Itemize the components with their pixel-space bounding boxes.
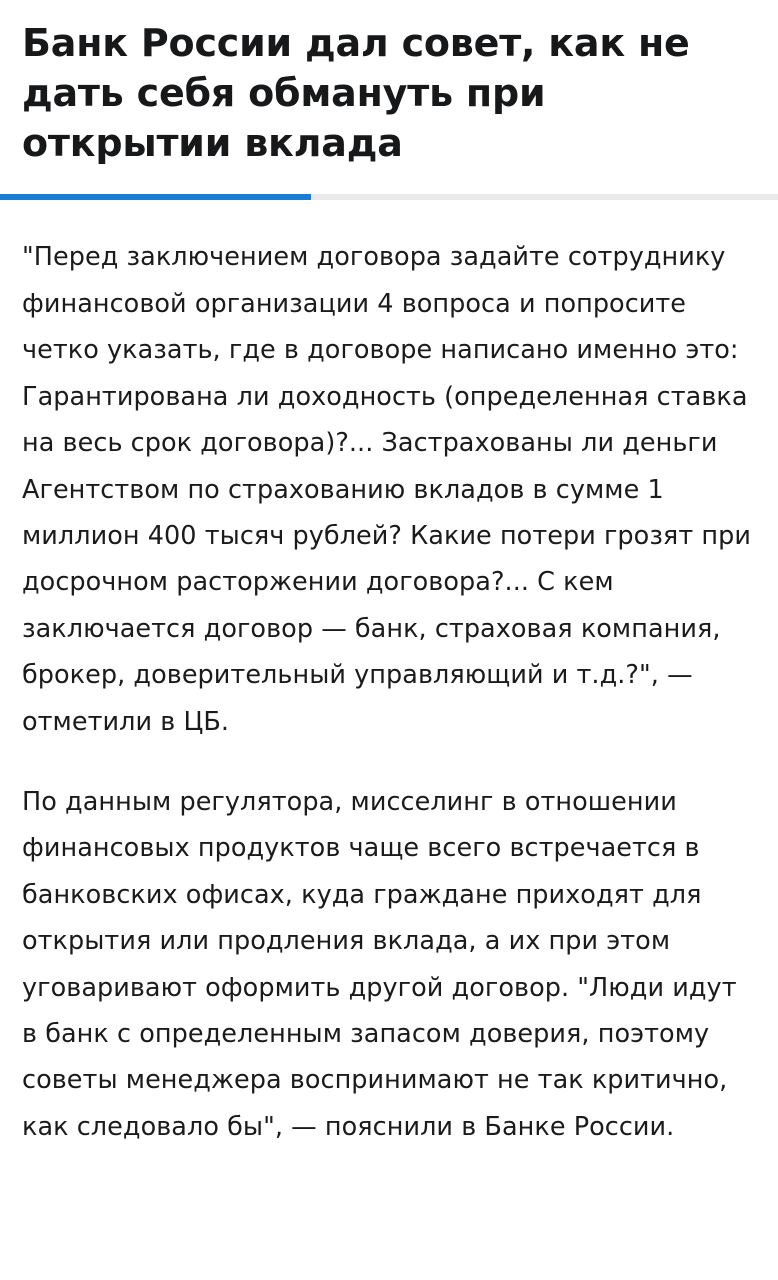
page-title: Банк России дал совет, как не дать себя обмануть при открытии вклада: [22, 21, 690, 166]
divider-accent-bar: [0, 194, 311, 200]
article-paragraph: По данным регулятора, мисселинг в отношении финансовых продуктов чаще всего встречается в банковских офисах, куда граждане приходят для открытия или продления вклада, а их при этом уговаривают оформить другой договор. "Люди идут в банк с определенным запасом доверия, поэтому советы менеджера воспринимают не так критично, как следовало бы", — пояснили в Банке России.: [22, 786, 737, 1142]
article-header: [0, 0, 778, 194]
article-paragraph: "Перед заключением договора задайте сотруднику финансовой организации 4 вопроса и попросите четко указать, где в договоре написано именно это: Гарантирована ли доходность (определенная ставка на весь срок договора)?... Застрахованы ли деньги Агентством по страхованию вкладов в сумме 1 миллион 400 тысяч рублей? Какие потери грозят при досрочном расторжении договора?... С кем заключается договор — банк, страховая компания, брокер, доверительный управляющий и т.д.?", — отметили в ЦБ.: [22, 242, 751, 737]
section-divider: [0, 194, 778, 200]
article-body: [0, 200, 778, 1190]
